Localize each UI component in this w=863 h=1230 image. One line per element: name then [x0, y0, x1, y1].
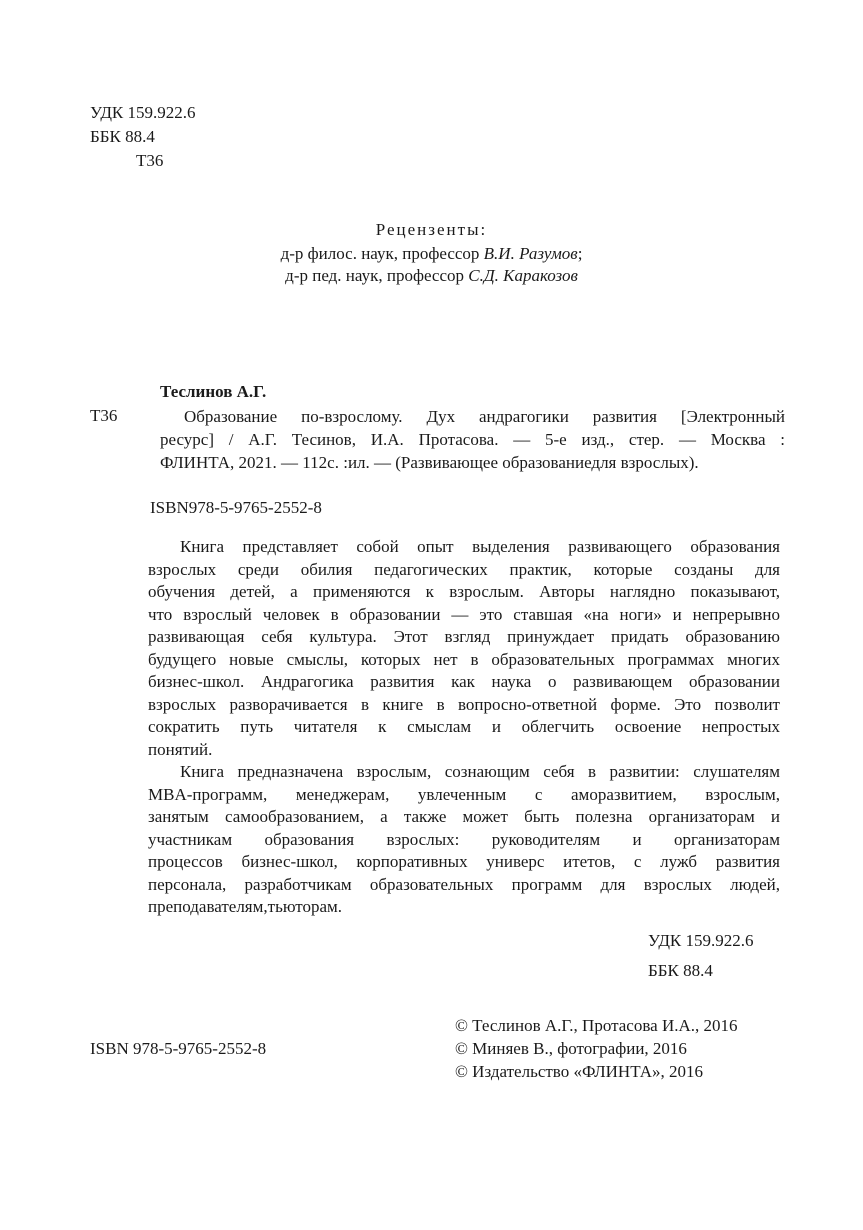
- reviewer-2-degree: д-р пед. наук, профессор: [285, 266, 469, 285]
- annotation-line: сократить путь читателя к смыслам и облегчить освоение непростых: [148, 717, 780, 736]
- reviewers-title: Рецензенты:: [375, 220, 488, 239]
- footer-udk: УДК 159.922.6: [648, 931, 754, 950]
- bib-line: Образование по-взрослому. Дух андрагогики развития [Электронный: [184, 407, 785, 426]
- annotation-line: Книга предназначена взрослым, сознающим себя в развитии: слушателям: [180, 762, 780, 781]
- annotation-line: развивающая себя культура. Этот взгляд принуждает придать образованию: [148, 627, 780, 646]
- annotation-line: что взрослый человек в образовании — это ставшая «на ноги» и непрерывно: [148, 604, 780, 624]
- reviewer-1-name: В.И. Разумов: [483, 244, 578, 263]
- udk-code: УДК 159.922.6: [90, 103, 196, 122]
- bib-mark: Т36: [90, 406, 118, 425]
- annotation-line: взрослых разворачивается в книге в вопросно-ответной форме. Это позволит: [148, 694, 780, 714]
- reviewer-1-degree: д-р филос. наук, профессор: [280, 244, 484, 263]
- bib-line: ФЛИНТА, 2021. — 112с. :ил. — (Развивающее образованиедля взрослых).: [160, 453, 699, 472]
- annotation-paragraph-2: [148, 761, 780, 919]
- copyright-line: © Теслинов А.Г., Протасова И.А., 2016: [455, 1016, 738, 1035]
- annotation-line: бизнес-школ. Андрагогика развития как наука о развивающем образовании: [148, 672, 780, 691]
- footer-isbn: ISBN 978-5-9765-2552-8: [90, 1039, 267, 1058]
- bbk-code: ББК 88.4: [90, 127, 155, 146]
- footer-bbk: ББК 88.4: [648, 961, 713, 980]
- annotation-line: занятым самообразованием, а также может быть полезна организаторам и: [148, 807, 780, 826]
- author-mark: Т36: [136, 151, 164, 170]
- bib-isbn: ISBN978-5-9765-2552-8: [150, 498, 322, 517]
- annotation-line: будущего новые смыслы, которых нет в образовательных программах многих: [148, 649, 780, 669]
- annotation-line: персонала, разработчикам образовательных программ для взрослых людей,: [148, 874, 780, 894]
- annotation-line: MBA-программ, менеджерам, увлеченным с аморазвитием, взрослым,: [148, 784, 780, 804]
- copyright-block: [455, 1014, 738, 1083]
- annotation-line: участникам образования взрослых: руководителям и организаторам: [148, 829, 780, 849]
- annotation-line: взрослых среди обилия педагогических практик, которые созданы для: [148, 559, 780, 579]
- bib-description: [160, 405, 785, 474]
- copyright-line: © Миняев В., фотографии, 2016: [455, 1039, 687, 1058]
- reviewer-2: [0, 265, 863, 287]
- annotation-line: обучения детей, а применяются к взрослым. Авторы наглядно показывают,: [148, 582, 780, 601]
- annotation-line: Книга представляет собой опыт выделения развивающего образования: [180, 537, 780, 556]
- bib-author: Теслинов А.Г.: [160, 382, 267, 401]
- copyright-line: © Издательство «ФЛИНТА», 2016: [455, 1062, 704, 1081]
- reviewer-1: [0, 243, 863, 265]
- annotation-line: преподавателям,тьюторам.: [148, 897, 343, 916]
- annotation-line: понятий.: [148, 739, 213, 759]
- bib-line: ресурс] / А.Г. Тесинов, И.А. Протасова. — 5-е изд., стер. — Москва :: [160, 430, 785, 449]
- reviewer-2-name: С.Д. Каракозов: [468, 266, 578, 285]
- reviewer-1-suffix: ;: [577, 244, 583, 263]
- annotation-line: процессов бизнес-школ, корпоративных универс итетов, с лужб развития: [148, 852, 780, 871]
- annotation-paragraph-1: [148, 536, 780, 761]
